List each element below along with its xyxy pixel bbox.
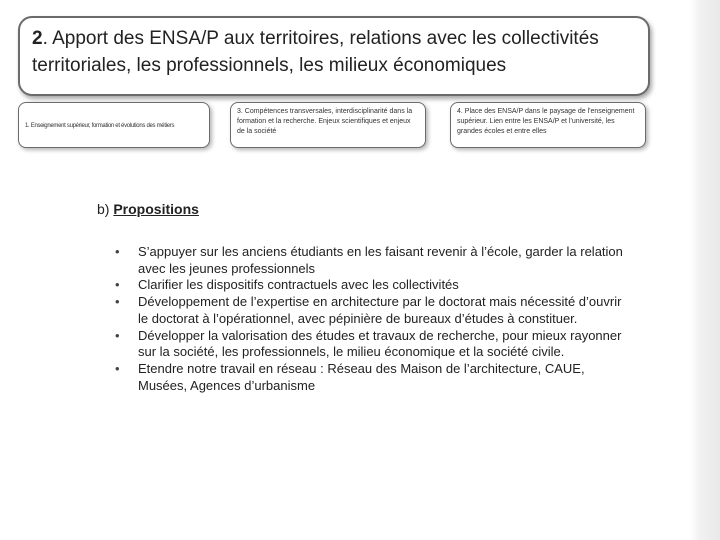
proposals-list <box>113 244 633 394</box>
topic-box-3 <box>230 102 426 148</box>
topic-box-3-text: 3. Compétences transversales, interdisciplinarité dans la formation et la recherche. Enjeux scientifiques et enjeux de la société <box>237 108 413 135</box>
section-heading <box>97 201 199 217</box>
list-item: • Développer la valorisation des études et travaux de recherche, pour mieux rayonner sur la société, les professionnels, le milieu économique et la société civile. <box>113 328 633 361</box>
list-item: • Développement de l’expertise en architecture par le doctorat mais nécessité d’ouvrir le doctorat à l’opérationnel, avec pépinière de bureaux d’études à constituer. <box>113 294 633 327</box>
title-number: 2 <box>32 28 43 49</box>
topic-box-4 <box>450 102 646 148</box>
slide-title <box>32 25 640 79</box>
list-item: • Clarifier les dispositifs contractuels avec les collectivités <box>113 277 633 294</box>
title-text: . Apport des ENSA/P aux territoires, relations avec les collectivités territoriales, les professionnels, les milieux économiques <box>32 28 599 76</box>
list-item: • S’appuyer sur les anciens étudiants en les faisant revenir à l’école, garder la relation avec les jeunes professionnels <box>113 244 633 277</box>
list-item: • Etendre notre travail en réseau : Réseau des Maison de l’architecture, CAUE, Musées, Agences d’urbanisme <box>113 361 633 394</box>
topic-box-1-text: 1. Enseignement supérieur, formation et évolutions des métiers <box>25 123 175 129</box>
title-box <box>18 16 650 96</box>
topic-box-1 <box>18 102 210 148</box>
section-heading-text: Propositions <box>113 201 199 217</box>
section-prefix: b) <box>97 201 114 217</box>
topic-box-4-text: 4. Place des ENSA/P dans le paysage de l'enseignement supérieur. Lien entre les ENSA/P et l'université, les grandes écoles et entre elles <box>457 108 635 135</box>
